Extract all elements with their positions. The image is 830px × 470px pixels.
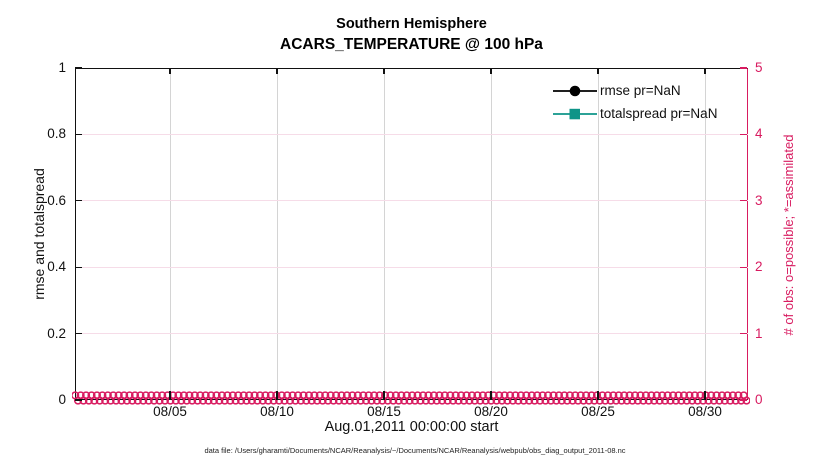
gridline-horizontal	[75, 267, 748, 268]
y-tick-label-right: 4	[755, 126, 763, 142]
x-axis-label: Aug.01,2011 00:00:00 start	[324, 419, 499, 435]
axis-tick-right	[740, 134, 747, 135]
y-tick-labels-right	[755, 0, 815, 470]
gridline-vertical	[277, 68, 278, 400]
axis-tick-right	[740, 200, 747, 201]
y-tick-label-left: 0.8	[47, 126, 66, 142]
gridline-horizontal	[75, 134, 748, 135]
data-file-caption: data file: /Users/gharamti/Documents/NCAR/Reanalysis/~/Documents/NCAR/Reanalysis/webpub/obs_diag_output_2011-08.nc	[204, 446, 626, 455]
x-tick-label: 08/20	[474, 404, 508, 419]
plot-title-line1: Southern Hemisphere	[336, 16, 487, 32]
y-tick-label-right: 5	[755, 60, 763, 75]
axis-tick-top	[704, 68, 705, 74]
y-axis-label-right: # of obs: o=possible; *=assimilated	[781, 134, 796, 336]
y-tick-label-left: 0.2	[47, 325, 66, 341]
axis-tick-top	[383, 68, 384, 74]
y-tick-label-right: 1	[755, 325, 763, 341]
legend-square-marker	[570, 108, 581, 119]
obs-count-markers	[72, 391, 750, 405]
axis-tick-right	[740, 67, 747, 68]
y-tick-label-right: 3	[755, 192, 763, 208]
plot-title-line2: ACARS_TEMPERATURE @ 100 hPa	[280, 36, 543, 53]
legend-label-rmse: rmse pr=NaN	[600, 83, 681, 98]
axis-tick-top	[169, 68, 170, 74]
axis-tick-bottom	[490, 391, 491, 400]
rmse-line-marker-icon	[552, 84, 598, 98]
x-tick-label: 08/25	[581, 404, 615, 419]
y-tick-label-left: 0.6	[47, 192, 66, 208]
x-tick-label: 08/05	[153, 404, 187, 419]
gridline-horizontal	[75, 333, 748, 334]
x-tick-label: 08/10	[260, 404, 294, 419]
y-tick-label-right: 0	[755, 392, 763, 407]
axis-tick-left	[75, 267, 82, 268]
axis-tick-right	[740, 333, 747, 334]
axis-tick-top	[490, 68, 491, 74]
y-tick-labels-left	[0, 0, 66, 470]
axis-tick-left	[75, 399, 82, 400]
axis-tick-left	[75, 200, 82, 201]
axis-tick-bottom	[169, 391, 170, 400]
legend-item-totalspread	[552, 102, 717, 125]
gridline-vertical	[384, 68, 385, 400]
axis-tick-right	[740, 267, 747, 268]
axis-tick-bottom	[597, 391, 598, 400]
axis-tick-bottom	[704, 391, 705, 400]
axis-tick-right	[740, 399, 747, 400]
gridline-vertical	[491, 68, 492, 400]
legend-circle-marker	[570, 85, 581, 96]
x-tick-label: 08/30	[688, 404, 722, 419]
x-tick-label: 08/15	[367, 404, 401, 419]
axis-tick-bottom	[383, 391, 384, 400]
totalspread-line-marker-icon	[552, 107, 598, 121]
y-tick-label-right: 2	[755, 259, 763, 275]
legend-label-totalspread: totalspread pr=NaN	[600, 106, 718, 121]
y-tick-label-left: 1	[58, 60, 66, 75]
gridline-horizontal	[75, 200, 748, 201]
y-tick-label-left: 0.4	[47, 259, 66, 275]
y-tick-label-left: 0	[58, 392, 66, 407]
legend-item-rmse	[552, 79, 717, 102]
axis-tick-top	[276, 68, 277, 74]
gridline-vertical	[170, 68, 171, 400]
legend	[552, 79, 717, 125]
axis-tick-top	[597, 68, 598, 74]
axis-tick-left	[75, 67, 82, 68]
axis-tick-bottom	[276, 391, 277, 400]
y-axis-label-left: rmse and totalspread	[31, 168, 47, 300]
axis-tick-left	[75, 134, 82, 135]
axis-tick-left	[75, 333, 82, 334]
